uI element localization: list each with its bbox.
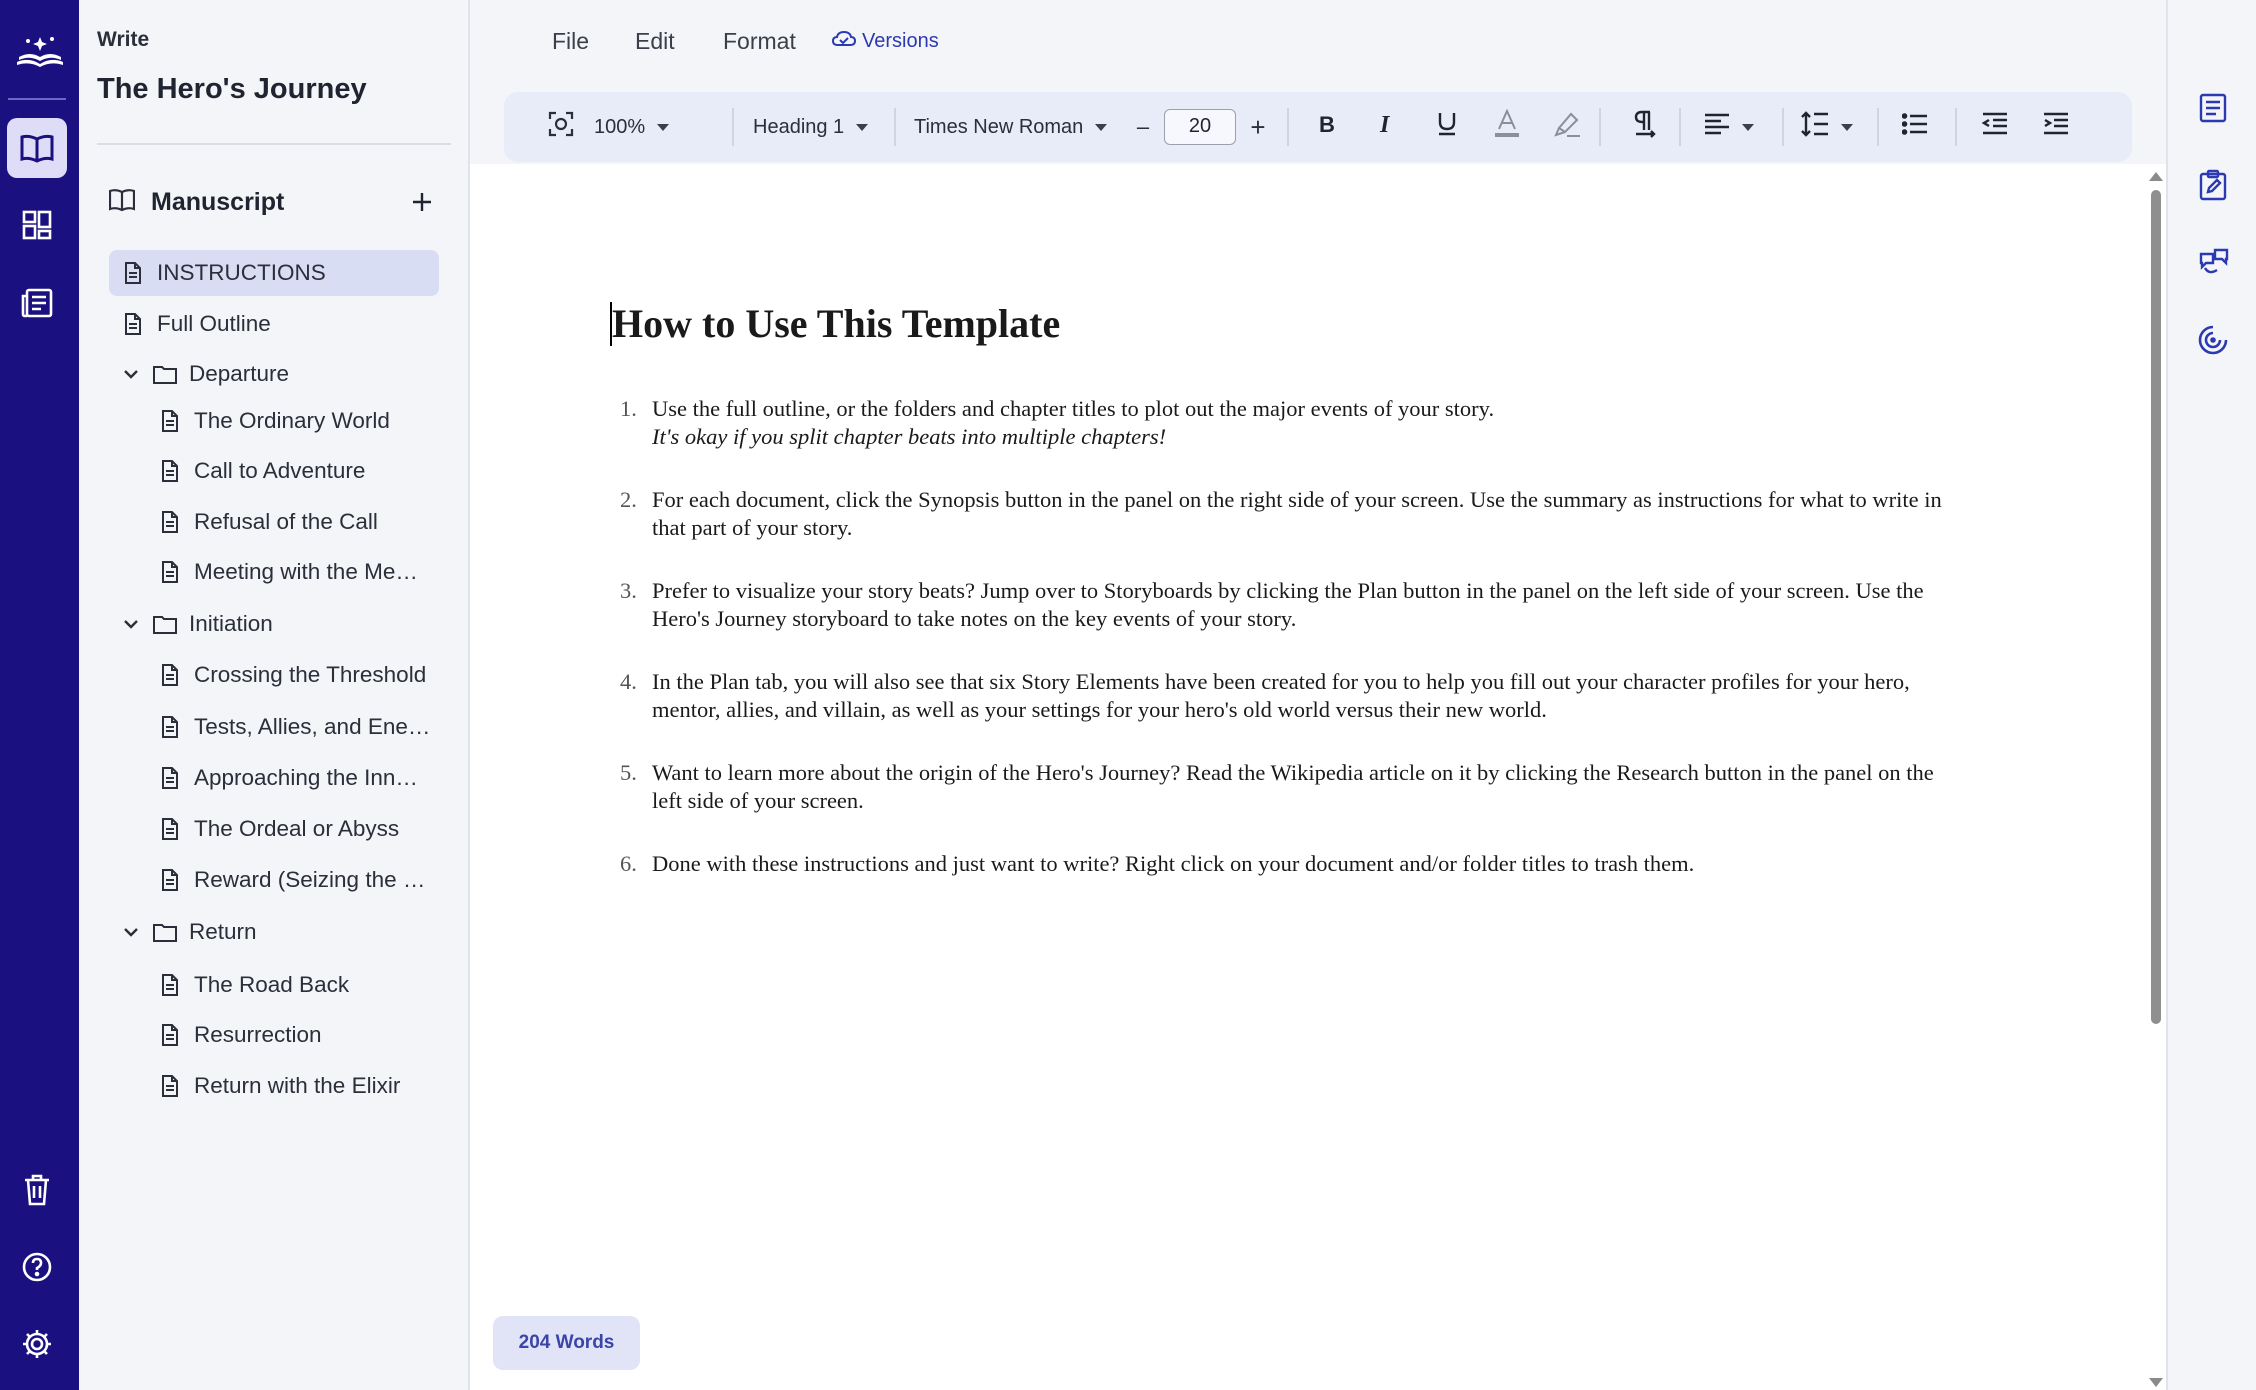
- document-call-to-adventure[interactable]: [158, 448, 438, 494]
- tree-item-label: Tests, Allies, and Ene…: [194, 714, 431, 739]
- grid-icon: [22, 210, 52, 240]
- left-rail: [0, 0, 79, 1390]
- toolbar-separator: [1877, 108, 1879, 146]
- document-refusal-of-the-call[interactable]: [158, 499, 438, 545]
- tree-item-label: Resurrection: [194, 1022, 322, 1047]
- chevron-down-icon: [657, 124, 669, 131]
- tree-item-label: Return: [189, 919, 257, 944]
- outdent-icon: [1982, 112, 2008, 142]
- tree-item-label: Meeting with the Me…: [194, 559, 418, 584]
- document-the-road-back[interactable]: [158, 962, 438, 1008]
- trash-icon: [23, 1174, 51, 1206]
- instruction-text: Want to learn more about the origin of the Hero's Journey? Read the Wikipedia article on it by clicking the Research button in the panel on the left side of your screen.: [652, 760, 1934, 813]
- align-left-icon: [1704, 113, 1730, 141]
- document-return-with-the-elixir[interactable]: [158, 1063, 438, 1109]
- instruction-item: [612, 395, 1952, 451]
- style-select[interactable]: [753, 106, 868, 148]
- toolbar-separator: [894, 108, 896, 146]
- list-number: 2.: [620, 487, 637, 512]
- open-book-icon: [109, 188, 135, 217]
- synopsis-icon: [2199, 93, 2227, 128]
- outdent-button[interactable]: [1980, 106, 2010, 148]
- instruction-item: [612, 668, 1952, 724]
- menubar: [470, 0, 2166, 88]
- editor-scrollbar[interactable]: [2144, 168, 2166, 1390]
- right-rail: [2166, 0, 2256, 1390]
- italic-button[interactable]: [1372, 106, 1402, 148]
- document-heading[interactable]: [612, 300, 1952, 347]
- list-number: 5.: [620, 760, 637, 785]
- tree-item-label: INSTRUCTIONS: [157, 260, 326, 285]
- italic-icon: [1378, 113, 1396, 141]
- chevron-down-icon: [1841, 124, 1853, 131]
- goals-button[interactable]: [2193, 322, 2233, 362]
- document-icon: [121, 262, 145, 284]
- svg-text:I: I: [1380, 113, 1390, 135]
- highlighter-icon: [1553, 110, 1581, 144]
- document-icon: [158, 1024, 182, 1046]
- document-approaching-the-inn[interactable]: [158, 755, 438, 801]
- document-icon: [158, 974, 182, 996]
- menu-edit[interactable]: Edit: [635, 28, 675, 54]
- chevron-down-icon[interactable]: [119, 619, 143, 629]
- manuscript-sidebar: [79, 0, 470, 1390]
- document-the-ordinary-world[interactable]: [158, 398, 438, 444]
- text-cursor: [610, 302, 612, 346]
- text-color-button[interactable]: [1492, 106, 1522, 148]
- document-heading-text: How to Use This Template: [612, 301, 1061, 346]
- scroll-up-arrow[interactable]: [2149, 172, 2163, 181]
- document-resurrection[interactable]: [158, 1012, 438, 1058]
- document-the-ordeal-or-abyss[interactable]: [158, 806, 438, 852]
- toolbar-separator: [1287, 108, 1289, 146]
- cloud-icon: [832, 30, 856, 53]
- instruction-text: For each document, click the Synopsis button in the panel on the right side of your screen. Use the summary as instructions for what to write in that part of your story.: [652, 487, 1942, 540]
- document-icon: [158, 460, 182, 482]
- tree-item-label: The Road Back: [194, 972, 350, 997]
- tree-item-label: Return with the Elixir: [194, 1073, 401, 1098]
- fit-screen-button[interactable]: [544, 106, 578, 148]
- svg-text:B: B: [1319, 113, 1335, 135]
- pilcrow-icon: [1632, 110, 1658, 144]
- folder-return[interactable]: [119, 909, 439, 955]
- notes-button[interactable]: [2193, 167, 2233, 207]
- document-icon: [158, 716, 182, 738]
- synopsis-button[interactable]: [2193, 90, 2233, 130]
- instruction-note: It's okay if you split chapter beats into multiple chapters!: [652, 424, 1167, 449]
- tree-item-label: The Ordinary World: [194, 408, 390, 433]
- document-icon: [158, 1075, 182, 1097]
- tree-item-label: Approaching the Inn…: [194, 765, 418, 790]
- font-value: Times New Roman: [914, 115, 1084, 138]
- bold-icon: [1318, 113, 1336, 141]
- highlight-button[interactable]: [1552, 106, 1582, 148]
- rail-research-button[interactable]: [7, 273, 67, 333]
- goals-icon: [2197, 324, 2229, 361]
- gear-icon: [21, 1328, 53, 1360]
- document-page[interactable]: [612, 300, 1952, 913]
- zoom-select[interactable]: [594, 106, 669, 148]
- line-spacing-select[interactable]: [1801, 106, 1853, 148]
- chevron-down-icon[interactable]: [119, 927, 143, 937]
- newspaper-icon: [21, 288, 53, 318]
- text-color-icon: [1494, 109, 1520, 145]
- instruction-text: Use the full outline, or the folders and chapter titles to plot out the major events of your story.: [652, 396, 1495, 421]
- instruction-text: In the Plan tab, you will also see that six Story Elements have been created for you to help you fill out your character profiles for your hero, mentor, allies, and villain, as well as your settings for your hero's old world versus their new world.: [652, 669, 1910, 722]
- document-icon: [158, 869, 182, 891]
- word-count-badge[interactable]: 204 Words: [493, 1316, 640, 1370]
- bullet-list-button[interactable]: [1900, 106, 1930, 148]
- project-title: The Hero's Journey: [97, 73, 367, 105]
- font-select[interactable]: [914, 106, 1107, 148]
- toolbar-separator: [1782, 108, 1784, 146]
- folder-icon: [153, 614, 177, 634]
- chevron-down-icon[interactable]: [119, 369, 143, 379]
- comments-button[interactable]: [2193, 245, 2233, 285]
- tree-item-label: Call to Adventure: [194, 458, 366, 483]
- indent-icon: [2043, 112, 2069, 142]
- folder-icon: [153, 922, 177, 942]
- indent-button[interactable]: [2041, 106, 2071, 148]
- instruction-text: Done with these instructions and just want to write? Right click on your document and/or folder titles to trash them.: [652, 851, 1695, 876]
- instruction-item: [612, 577, 1952, 633]
- line-spacing-icon: [1801, 111, 1829, 143]
- tree-item-label: Departure: [189, 361, 290, 386]
- folder-icon: [153, 364, 177, 384]
- list-number: 6.: [620, 851, 637, 876]
- tree-item-label: Reward (Seizing the …: [194, 867, 426, 892]
- instruction-item: [612, 850, 1952, 878]
- paragraph-direction-button[interactable]: [1630, 106, 1660, 148]
- instruction-item: [612, 759, 1952, 815]
- menu-format[interactable]: Format: [723, 28, 796, 54]
- font-size-decrease[interactable]: –: [1136, 114, 1150, 139]
- align-select[interactable]: [1704, 106, 1754, 148]
- style-value: Heading 1: [753, 115, 845, 138]
- manuscript-header: [109, 183, 439, 221]
- chevron-down-icon: [1095, 124, 1107, 131]
- document-icon: [121, 313, 145, 335]
- rail-divider: [8, 98, 66, 100]
- chevron-down-icon: [856, 124, 868, 131]
- rail-trash-button[interactable]: [7, 1160, 67, 1220]
- menu-file[interactable]: File: [552, 28, 590, 54]
- help-icon: [21, 1251, 53, 1283]
- scroll-thumb[interactable]: [2151, 190, 2161, 1024]
- editor-area: [470, 0, 2166, 1390]
- list-number: 1.: [620, 396, 637, 421]
- rail-help-button[interactable]: [7, 1237, 67, 1297]
- manuscript-title: Manuscript: [151, 187, 285, 216]
- document-reward-seizing-the[interactable]: [158, 857, 438, 903]
- font-size-increase[interactable]: +: [1250, 111, 1266, 142]
- underline-button[interactable]: [1432, 106, 1462, 148]
- focus-frame-icon: [548, 111, 574, 143]
- document-icon: [158, 767, 182, 789]
- rail-plan-button[interactable]: [7, 195, 67, 255]
- app-logo-icon[interactable]: [8, 22, 71, 78]
- document-icon: [158, 818, 182, 840]
- instructions-list: [612, 395, 1952, 878]
- tree-item-label: Crossing the Threshold: [194, 662, 427, 687]
- document-icon: [158, 561, 182, 583]
- rail-settings-button[interactable]: [7, 1314, 67, 1374]
- sidebar-divider: [97, 143, 451, 145]
- zoom-value: 100%: [594, 115, 646, 138]
- tree-item-label: The Ordeal or Abyss: [194, 816, 400, 841]
- folder-initiation[interactable]: [119, 601, 439, 647]
- versions-label: Versions: [862, 30, 939, 52]
- section-label: Write: [97, 28, 150, 51]
- format-toolbar: [504, 92, 2132, 162]
- toolbar-separator: [1955, 108, 1957, 146]
- comments-icon: [2197, 248, 2229, 283]
- instruction-item: [612, 486, 1952, 542]
- document-icon: [158, 410, 182, 432]
- versions-button[interactable]: [832, 30, 939, 53]
- list-number: 4.: [620, 669, 637, 694]
- rail-write-button[interactable]: [7, 118, 67, 178]
- notes-icon: [2199, 169, 2227, 206]
- tree-item-label: Full Outline: [157, 311, 271, 336]
- tree-item-label: Refusal of the Call: [194, 509, 378, 534]
- document-instructions[interactable]: [109, 250, 439, 296]
- toolbar-separator: [1679, 108, 1681, 146]
- chevron-down-icon: [1742, 124, 1754, 131]
- folder-departure[interactable]: [119, 351, 439, 397]
- document-full-outline[interactable]: [121, 301, 439, 347]
- font-size-input[interactable]: 20: [1164, 109, 1236, 145]
- bold-button[interactable]: [1312, 106, 1342, 148]
- bullet-list-icon: [1902, 113, 1928, 141]
- add-item-button[interactable]: [405, 185, 439, 219]
- toolbar-separator: [1599, 108, 1601, 146]
- document-tests-allies-and-ene[interactable]: [158, 704, 438, 750]
- toolbar-separator: [732, 108, 734, 146]
- document-icon: [158, 511, 182, 533]
- toolbar-area: [470, 88, 2166, 164]
- scroll-down-arrow[interactable]: [2149, 1378, 2163, 1387]
- document-icon: [158, 664, 182, 686]
- document-meeting-with-the-me[interactable]: [158, 549, 438, 595]
- document-crossing-the-threshold[interactable]: [158, 652, 438, 698]
- book-icon: [20, 133, 54, 163]
- list-number: 3.: [620, 578, 637, 603]
- instruction-text: Prefer to visualize your story beats? Jump over to Storyboards by clicking the Plan button in the panel on the left side of your screen. Use the Hero's Journey storyboard to take notes on the key events of your story.: [652, 578, 1924, 631]
- underline-icon: [1436, 111, 1458, 143]
- tree-item-label: Initiation: [189, 611, 273, 636]
